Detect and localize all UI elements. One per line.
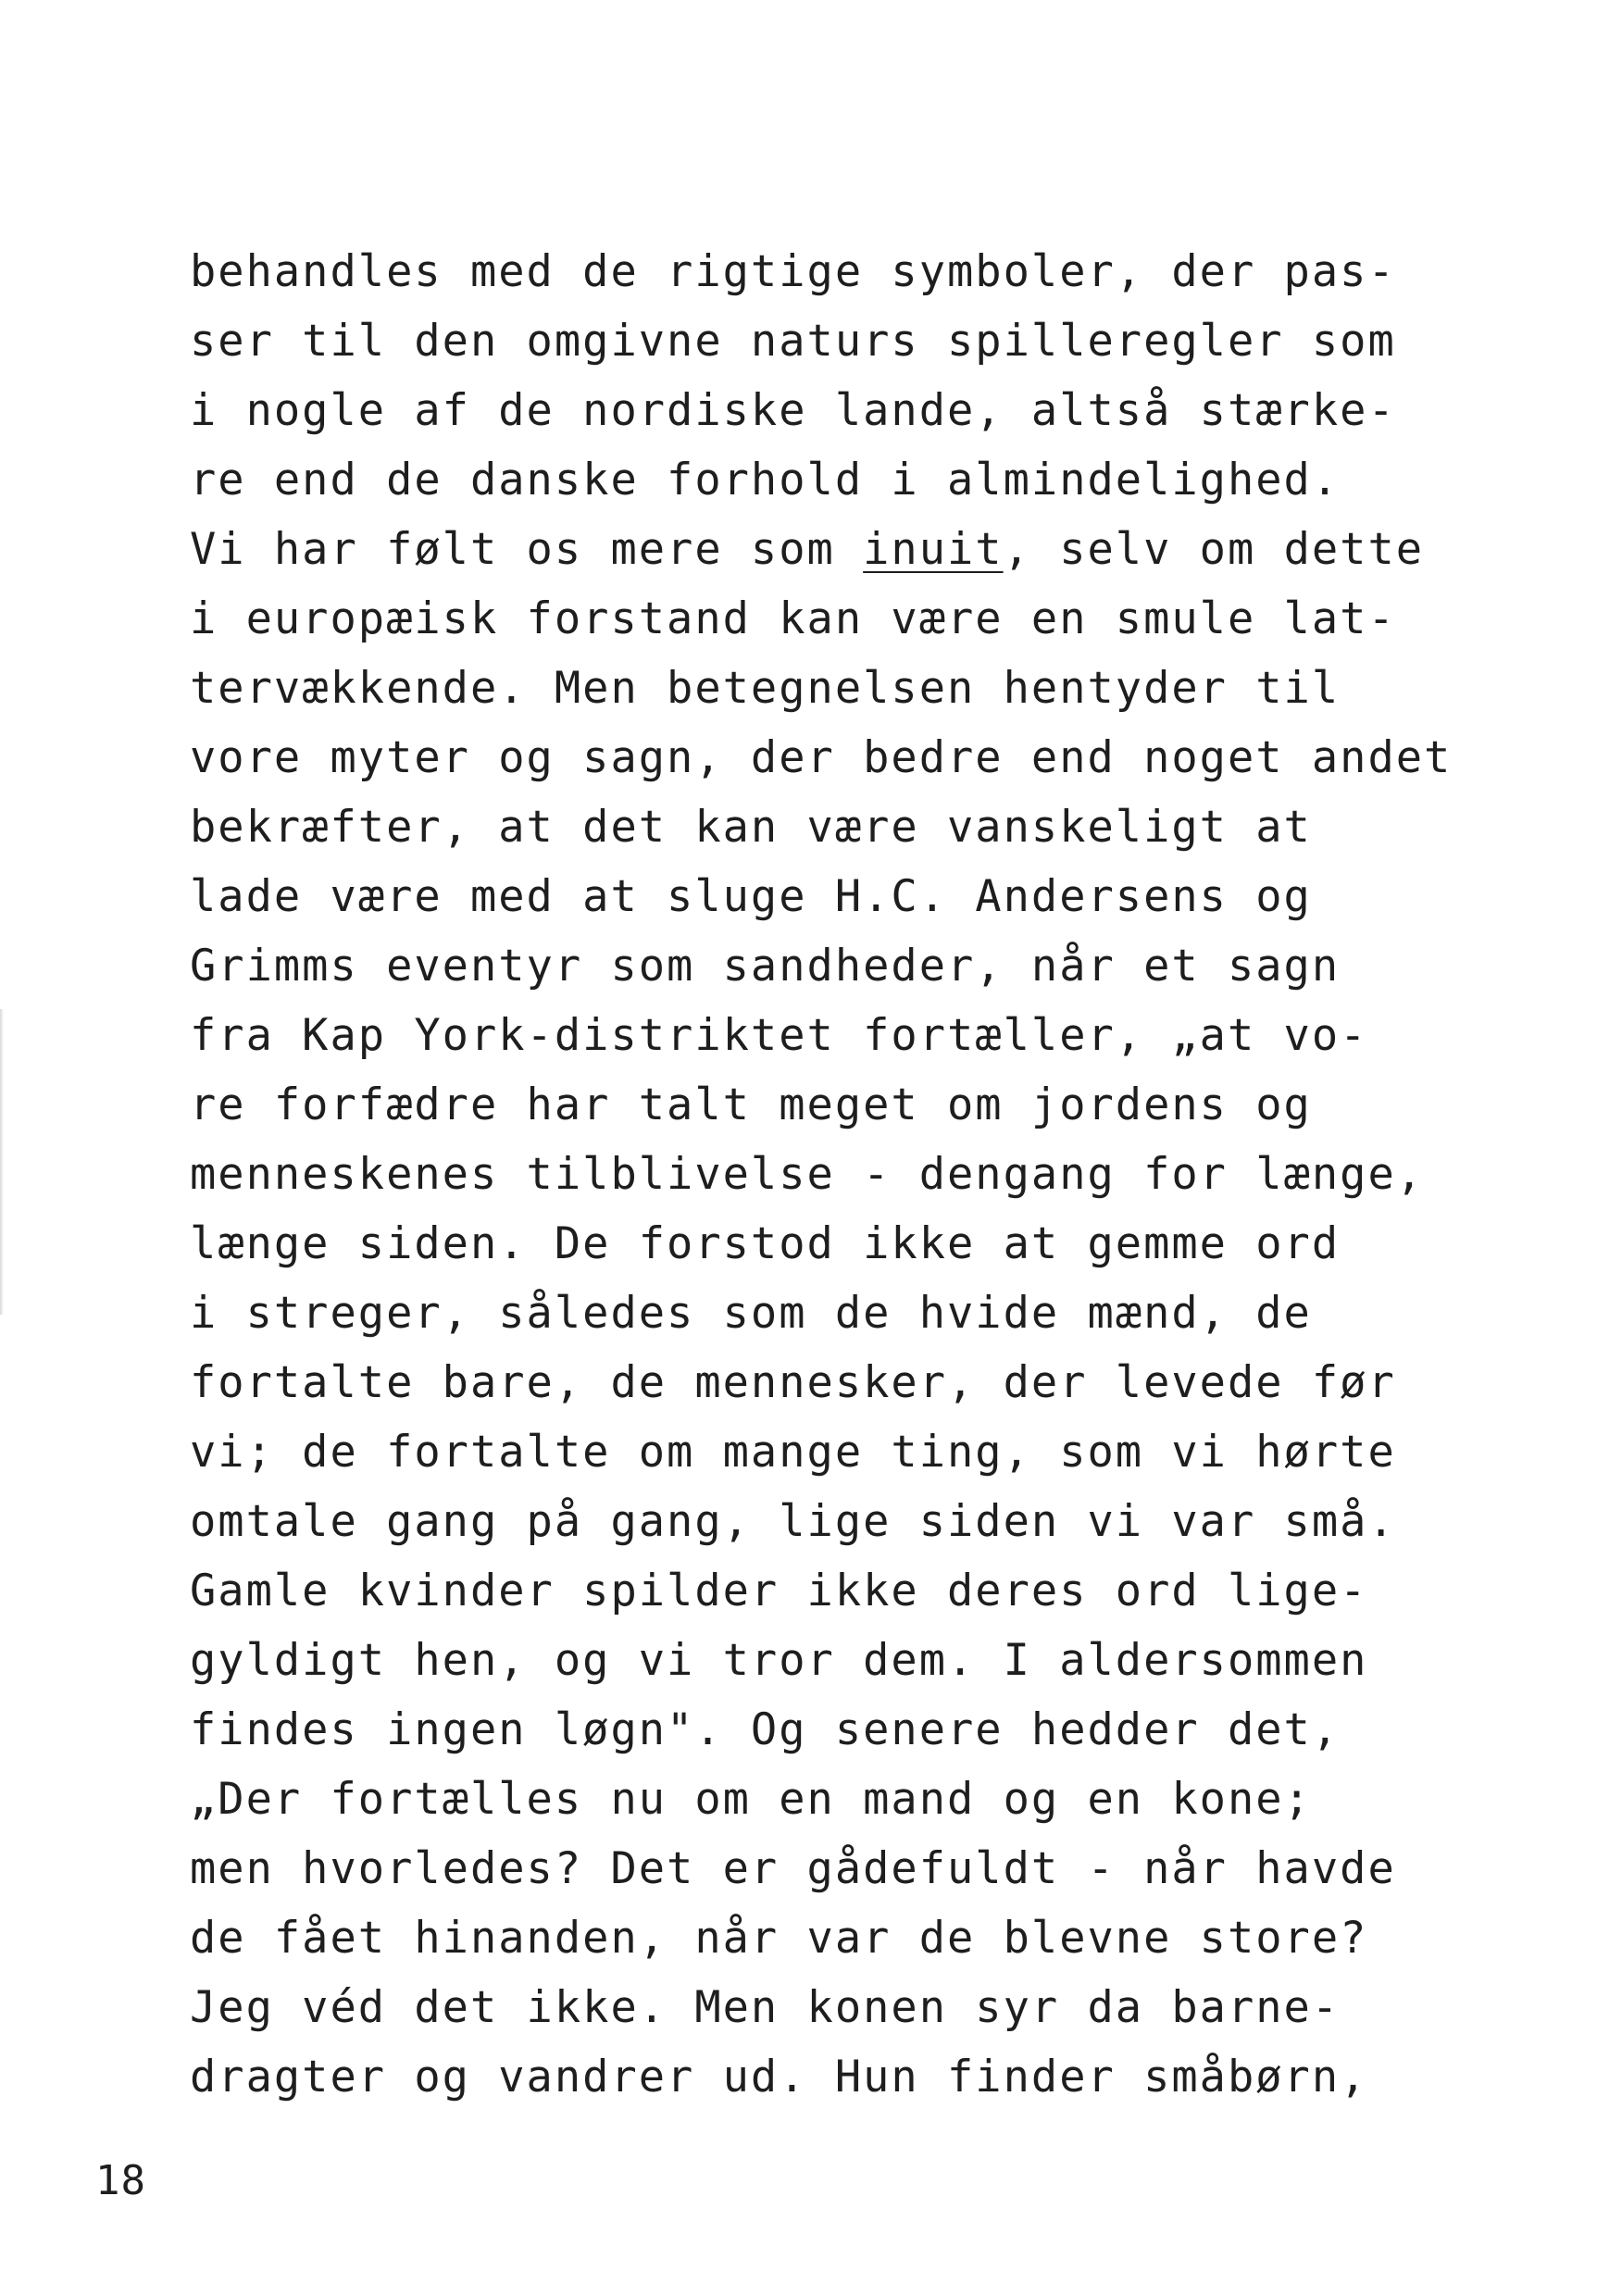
text-line: Grimms eventyr som sandheder, når et sagn [190, 941, 1341, 992]
text-line: i streger, således som de hvide mænd, de [190, 1288, 1312, 1339]
text-line: ser til den omgivne naturs spilleregler som [190, 316, 1396, 367]
text-line: bekræfter, at det kan være vanskeligt at [190, 802, 1312, 853]
page-edge-shadow [0, 1009, 4, 1315]
text-line: findes ingen løgn". Og senere hedder det, [190, 1704, 1341, 1755]
text-line: tervækkende. Men betegnelsen hentyder til [190, 663, 1341, 714]
text-line: re end de danske forhold i almindelighed. [190, 455, 1341, 505]
page-number: 18 [95, 2157, 146, 2204]
text-line: behandles med de rigtige symboler, der pas- [190, 246, 1396, 297]
text-line-with-underline [190, 520, 1504, 590]
text-line: fortalte bare, de mennesker, der levede før [190, 1357, 1396, 1408]
text-line: dragter og vandrer ud. Hun finder småbørn, [190, 2052, 1368, 2103]
text-line: lade være med at sluge H.C. Andersens og [190, 871, 1312, 922]
text-line: de fået hinanden, når var de blevne store? [190, 1913, 1368, 1964]
text-segment: Vi har følt os mere som [190, 524, 864, 575]
text-line: vi; de fortalte om mange ting, som vi hørte [190, 1427, 1396, 1478]
text-line: re forfædre har talt meget om jordens og [190, 1079, 1312, 1130]
body-text [190, 243, 1504, 2117]
text-segment: , selv om dette [1003, 524, 1425, 575]
text-line: Gamle kvinder spilder ikke deres ord lige- [190, 1566, 1368, 1616]
text-line: fra Kap York-distriktet fortæller, „at vo- [190, 1010, 1368, 1061]
text-line: vore myter og sagn, der bedre end noget andet [190, 732, 1453, 783]
text-line: men hvorledes? Det er gådefuldt - når havde [190, 1843, 1396, 1894]
text-line: menneskenes tilblivelse - dengang for længe, [190, 1149, 1425, 1200]
underlined-word-inuit: inuit [863, 524, 1004, 575]
text-line: i nogle af de nordiske lande, altså stærke- [190, 385, 1396, 436]
text-line: i europæisk forstand kan være en smule lat- [190, 593, 1396, 644]
text-line: Jeg véd det ikke. Men konen syr da barne- [190, 1982, 1341, 2033]
text-line: omtale gang på gang, lige siden vi var små. [190, 1496, 1396, 1547]
text-line: „Der fortælles nu om en mand og en kone; [190, 1774, 1312, 1825]
text-line: længe siden. De forstod ikke at gemme ord [190, 1218, 1341, 1269]
text-line: gyldigt hen, og vi tror dem. I aldersommen [190, 1635, 1368, 1686]
